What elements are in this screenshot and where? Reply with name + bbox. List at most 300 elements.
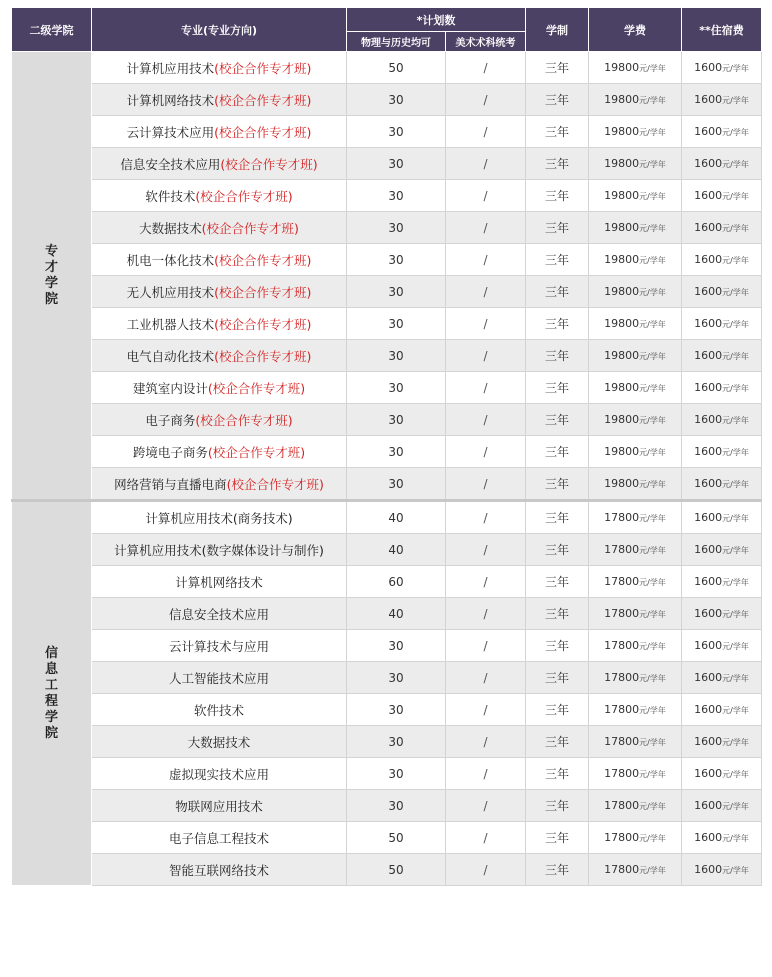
tuition-cell-unit: 元/学年 <box>639 706 666 715</box>
major-name: 大数据技术 <box>139 220 202 236</box>
major-cell <box>92 501 347 534</box>
dorm-fee-cell <box>682 630 762 662</box>
duration-cell: 三年 <box>526 662 589 694</box>
duration-cell: 三年 <box>526 436 589 468</box>
major-name: 电子商务 <box>145 412 196 428</box>
plan-count-cell: 50 <box>347 854 446 886</box>
dorm-fee-cell <box>682 84 762 116</box>
art-plan-cell: / <box>446 822 526 854</box>
major-name: 计算机应用技术 <box>126 60 215 76</box>
dorm-fee-cell-unit: 元/学年 <box>722 866 749 875</box>
major-tag: (校企合作专才班) <box>201 220 299 236</box>
duration-cell: 三年 <box>526 854 589 886</box>
major-cell <box>92 694 347 726</box>
college-name: 专才学院 <box>44 243 58 307</box>
tuition-cell <box>589 726 682 758</box>
major-name: 计算机应用技术(数字媒体设计与制作) <box>114 542 324 558</box>
dorm-fee-cell <box>682 276 762 308</box>
plan-count-cell: 40 <box>347 501 446 534</box>
major-cell <box>92 598 347 630</box>
tuition-cell-amount: 19800 <box>604 125 640 138</box>
table-row <box>12 758 762 790</box>
dorm-fee-cell-amount: 1600 <box>694 61 723 74</box>
dorm-fee-cell <box>682 566 762 598</box>
dorm-fee-cell-amount: 1600 <box>694 639 723 652</box>
art-plan-cell: / <box>446 116 526 148</box>
dorm-fee-cell-amount: 1600 <box>694 735 723 748</box>
tuition-cell-unit: 元/学年 <box>639 448 666 457</box>
art-plan-cell: / <box>446 148 526 180</box>
major-cell <box>92 566 347 598</box>
major-cell <box>92 148 347 180</box>
dorm-fee-cell-amount: 1600 <box>694 413 723 426</box>
dorm-fee-cell <box>682 212 762 244</box>
major-name: 物联网应用技术 <box>175 798 263 814</box>
dorm-fee-cell <box>682 598 762 630</box>
table-row <box>12 726 762 758</box>
major-name: 机电一体化技术 <box>126 252 215 268</box>
college-name-cell <box>12 52 92 501</box>
dorm-fee-cell-amount: 1600 <box>694 863 723 876</box>
major-name: 云计算技术与应用 <box>168 638 269 654</box>
major-tag: (校企合作专才班) <box>195 412 293 428</box>
plan-count-cell: 30 <box>347 436 446 468</box>
plan-count-cell: 30 <box>347 340 446 372</box>
table-row <box>12 501 762 534</box>
dorm-fee-cell-unit: 元/学年 <box>722 384 749 393</box>
plan-count-cell: 30 <box>347 244 446 276</box>
major-cell <box>92 822 347 854</box>
plan-count-cell: 60 <box>347 566 446 598</box>
duration-cell: 三年 <box>526 566 589 598</box>
plan-count-cell: 30 <box>347 212 446 244</box>
table-row <box>12 790 762 822</box>
art-plan-cell: / <box>446 468 526 501</box>
dorm-fee-cell-unit: 元/学年 <box>722 578 749 587</box>
major-name: 无人机应用技术 <box>126 284 215 300</box>
major-name: 电气自动化技术 <box>126 348 215 364</box>
dorm-fee-cell-unit: 元/学年 <box>722 674 749 683</box>
major-cell <box>92 116 347 148</box>
major-name: 信息安全技术应用 <box>120 156 221 172</box>
major-cell <box>92 662 347 694</box>
tuition-cell <box>589 790 682 822</box>
duration-cell: 三年 <box>526 276 589 308</box>
tuition-cell <box>589 180 682 212</box>
tuition-cell-unit: 元/学年 <box>639 288 666 297</box>
tuition-cell <box>589 372 682 404</box>
table-row <box>12 598 762 630</box>
dorm-fee-cell-unit: 元/学年 <box>722 834 749 843</box>
tuition-cell <box>589 501 682 534</box>
table-row <box>12 84 762 116</box>
dorm-fee-cell <box>682 694 762 726</box>
plan-count-cell: 30 <box>347 276 446 308</box>
major-name: 大数据技术 <box>187 734 251 750</box>
dorm-fee-cell-unit: 元/学年 <box>722 352 749 361</box>
major-name: 信息安全技术应用 <box>168 606 269 622</box>
major-cell <box>92 52 347 84</box>
tuition-cell-unit: 元/学年 <box>639 192 666 201</box>
dorm-fee-cell-unit: 元/学年 <box>722 480 749 489</box>
tuition-cell <box>589 244 682 276</box>
duration-cell: 三年 <box>526 468 589 501</box>
table-row <box>12 340 762 372</box>
tuition-cell-amount: 17800 <box>604 735 640 748</box>
dorm-fee-cell <box>682 436 762 468</box>
dorm-fee-cell-amount: 1600 <box>694 543 723 556</box>
major-name: 建筑室内设计 <box>132 380 208 396</box>
duration-cell: 三年 <box>526 694 589 726</box>
dorm-fee-cell <box>682 726 762 758</box>
major-tag: (校企合作专才班) <box>195 188 293 204</box>
dorm-fee-cell-amount: 1600 <box>694 93 723 106</box>
major-name: 跨境电子商务 <box>132 444 208 460</box>
art-plan-cell: / <box>446 566 526 598</box>
enrollment-table <box>11 7 762 886</box>
tuition-cell-amount: 17800 <box>604 543 640 556</box>
table-body <box>12 52 762 886</box>
dorm-fee-cell <box>682 116 762 148</box>
dorm-fee-cell-amount: 1600 <box>694 349 723 362</box>
art-plan-cell: / <box>446 180 526 212</box>
tuition-cell-unit: 元/学年 <box>639 416 666 425</box>
dorm-fee-cell-amount: 1600 <box>694 477 723 490</box>
dorm-fee-cell-unit: 元/学年 <box>722 160 749 169</box>
dorm-fee-cell <box>682 854 762 886</box>
duration-cell: 三年 <box>526 598 589 630</box>
art-plan-cell: / <box>446 212 526 244</box>
art-plan-cell: / <box>446 726 526 758</box>
major-name: 虚拟现实技术应用 <box>168 766 269 782</box>
tuition-cell <box>589 212 682 244</box>
art-plan-cell: / <box>446 758 526 790</box>
major-cell <box>92 308 347 340</box>
tuition-cell-amount: 19800 <box>604 253 640 266</box>
dorm-fee-cell-unit: 元/学年 <box>722 514 749 523</box>
art-plan-cell: / <box>446 340 526 372</box>
major-name: 计算机网络技术 <box>175 574 263 590</box>
tuition-cell-amount: 17800 <box>604 511 640 524</box>
tuition-cell-unit: 元/学年 <box>639 384 666 393</box>
art-plan-cell: / <box>446 662 526 694</box>
plan-count-cell: 30 <box>347 308 446 340</box>
tuition-cell-unit: 元/学年 <box>639 352 666 361</box>
major-cell <box>92 436 347 468</box>
plan-count-cell: 30 <box>347 694 446 726</box>
major-cell <box>92 212 347 244</box>
tuition-cell-amount: 19800 <box>604 285 640 298</box>
dorm-fee-cell <box>682 308 762 340</box>
plan-count-cell: 30 <box>347 758 446 790</box>
tuition-cell-unit: 元/学年 <box>639 128 666 137</box>
tuition-cell-amount: 19800 <box>604 221 640 234</box>
major-name: 软件技术 <box>193 702 244 718</box>
tuition-cell-unit: 元/学年 <box>639 578 666 587</box>
tuition-cell <box>589 534 682 566</box>
duration-cell: 三年 <box>526 148 589 180</box>
table-header <box>12 8 762 52</box>
table-row <box>12 52 762 84</box>
art-plan-cell: / <box>446 501 526 534</box>
dorm-fee-cell <box>682 822 762 854</box>
tuition-cell-amount: 19800 <box>604 445 640 458</box>
table-row <box>12 116 762 148</box>
dorm-fee-cell-amount: 1600 <box>694 767 723 780</box>
tuition-cell-amount: 17800 <box>604 703 640 716</box>
dorm-fee-cell-unit: 元/学年 <box>722 320 749 329</box>
tuition-cell <box>589 758 682 790</box>
duration-cell: 三年 <box>526 726 589 758</box>
tuition-cell-amount: 17800 <box>604 575 640 588</box>
dorm-fee-cell-amount: 1600 <box>694 445 723 458</box>
table-row <box>12 148 762 180</box>
major-cell <box>92 534 347 566</box>
dorm-fee-cell <box>682 501 762 534</box>
tuition-cell <box>589 276 682 308</box>
table-row <box>12 276 762 308</box>
major-tag: (校企合作专才班) <box>207 380 306 396</box>
dorm-fee-cell-amount: 1600 <box>694 607 723 620</box>
major-tag: (校企合作专才班) <box>226 476 324 492</box>
tuition-cell <box>589 148 682 180</box>
major-tag: (校企合作专才班) <box>214 92 312 108</box>
table-row <box>12 822 762 854</box>
tuition-cell-unit: 元/学年 <box>639 256 666 265</box>
art-plan-cell: / <box>446 52 526 84</box>
table-row <box>12 566 762 598</box>
table-row <box>12 212 762 244</box>
enrollment-table-container <box>11 7 761 886</box>
dorm-fee-cell-unit: 元/学年 <box>722 64 749 73</box>
dorm-fee-cell-amount: 1600 <box>694 285 723 298</box>
major-tag: (校企合作专才班) <box>214 60 312 76</box>
plan-count-cell: 40 <box>347 598 446 630</box>
dorm-fee-cell-unit: 元/学年 <box>722 738 749 747</box>
table-row <box>12 436 762 468</box>
art-plan-cell: / <box>446 854 526 886</box>
major-name: 云计算技术应用 <box>126 124 215 140</box>
table-row <box>12 404 762 436</box>
dorm-fee-cell-amount: 1600 <box>694 381 723 394</box>
tuition-cell-unit: 元/学年 <box>639 64 666 73</box>
tuition-cell-amount: 17800 <box>604 639 640 652</box>
major-tag: (校企合作专才班) <box>207 444 306 460</box>
tuition-cell <box>589 598 682 630</box>
major-tag: (校企合作专才班) <box>214 124 312 140</box>
dorm-fee-cell-amount: 1600 <box>694 157 723 170</box>
tuition-cell-amount: 19800 <box>604 189 640 202</box>
plan-count-cell: 30 <box>347 180 446 212</box>
dorm-fee-cell-amount: 1600 <box>694 189 723 202</box>
tuition-cell-unit: 元/学年 <box>639 320 666 329</box>
major-cell <box>92 276 347 308</box>
tuition-cell-amount: 17800 <box>604 671 640 684</box>
tuition-cell <box>589 52 682 84</box>
tuition-cell <box>589 854 682 886</box>
tuition-cell-unit: 元/学年 <box>639 738 666 747</box>
tuition-cell <box>589 662 682 694</box>
duration-cell: 三年 <box>526 116 589 148</box>
dorm-fee-cell-unit: 元/学年 <box>722 642 749 651</box>
duration-cell: 三年 <box>526 404 589 436</box>
dorm-fee-cell-amount: 1600 <box>694 253 723 266</box>
dorm-fee-cell-unit: 元/学年 <box>722 770 749 779</box>
dorm-fee-cell-amount: 1600 <box>694 703 723 716</box>
tuition-cell-unit: 元/学年 <box>639 224 666 233</box>
dorm-fee-cell-unit: 元/学年 <box>722 448 749 457</box>
tuition-cell <box>589 822 682 854</box>
header-college: 二级学院 <box>12 8 92 52</box>
dorm-fee-cell <box>682 534 762 566</box>
tuition-cell-amount: 19800 <box>604 317 640 330</box>
table-row <box>12 630 762 662</box>
major-name: 人工智能技术应用 <box>168 670 269 686</box>
art-plan-cell: / <box>446 694 526 726</box>
plan-count-cell: 30 <box>347 662 446 694</box>
duration-cell: 三年 <box>526 84 589 116</box>
art-plan-cell: / <box>446 308 526 340</box>
tuition-cell-unit: 元/学年 <box>639 610 666 619</box>
table-row <box>12 854 762 886</box>
header-plan-art: 美术术科统考 <box>446 32 526 52</box>
dorm-fee-cell-amount: 1600 <box>694 799 723 812</box>
plan-count-cell: 30 <box>347 630 446 662</box>
dorm-fee-cell <box>682 244 762 276</box>
major-name: 智能互联网络技术 <box>168 862 269 878</box>
duration-cell: 三年 <box>526 212 589 244</box>
tuition-cell-unit: 元/学年 <box>639 674 666 683</box>
major-cell <box>92 340 347 372</box>
tuition-cell-unit: 元/学年 <box>639 834 666 843</box>
dorm-fee-cell <box>682 790 762 822</box>
dorm-fee-cell-amount: 1600 <box>694 831 723 844</box>
dorm-fee-cell-unit: 元/学年 <box>722 706 749 715</box>
major-cell <box>92 630 347 662</box>
tuition-cell <box>589 468 682 501</box>
table-row <box>12 372 762 404</box>
dorm-fee-cell-unit: 元/学年 <box>722 96 749 105</box>
duration-cell: 三年 <box>526 180 589 212</box>
tuition-cell-amount: 17800 <box>604 607 640 620</box>
tuition-cell <box>589 340 682 372</box>
dorm-fee-cell <box>682 340 762 372</box>
tuition-cell-unit: 元/学年 <box>639 770 666 779</box>
art-plan-cell: / <box>446 276 526 308</box>
major-cell <box>92 244 347 276</box>
major-tag: (校企合作专才班) <box>214 348 312 364</box>
major-tag: (校企合作专才班) <box>220 156 318 172</box>
tuition-cell-amount: 17800 <box>604 863 640 876</box>
table-row <box>12 694 762 726</box>
major-name: 工业机器人技术 <box>126 316 215 332</box>
duration-cell: 三年 <box>526 501 589 534</box>
dorm-fee-cell <box>682 662 762 694</box>
art-plan-cell: / <box>446 436 526 468</box>
tuition-cell-unit: 元/学年 <box>639 160 666 169</box>
dorm-fee-cell-amount: 1600 <box>694 317 723 330</box>
header-duration: 学制 <box>526 8 589 52</box>
major-cell <box>92 790 347 822</box>
dorm-fee-cell-amount: 1600 <box>694 221 723 234</box>
tuition-cell-unit: 元/学年 <box>639 802 666 811</box>
art-plan-cell: / <box>446 244 526 276</box>
art-plan-cell: / <box>446 404 526 436</box>
dorm-fee-cell <box>682 758 762 790</box>
plan-count-cell: 30 <box>347 84 446 116</box>
major-cell <box>92 758 347 790</box>
dorm-fee-cell <box>682 404 762 436</box>
plan-count-cell: 30 <box>347 790 446 822</box>
art-plan-cell: / <box>446 534 526 566</box>
table-row <box>12 662 762 694</box>
dorm-fee-cell <box>682 148 762 180</box>
table-row <box>12 534 762 566</box>
major-tag: (校企合作专才班) <box>214 284 312 300</box>
plan-count-cell: 30 <box>347 148 446 180</box>
duration-cell: 三年 <box>526 630 589 662</box>
header-dorm: **住宿费 <box>682 8 762 52</box>
duration-cell: 三年 <box>526 372 589 404</box>
dorm-fee-cell-unit: 元/学年 <box>722 256 749 265</box>
tuition-cell-unit: 元/学年 <box>639 642 666 651</box>
tuition-cell-amount: 19800 <box>604 413 640 426</box>
tuition-cell-amount: 17800 <box>604 799 640 812</box>
header-major: 专业(专业方向) <box>92 8 347 52</box>
tuition-cell-unit: 元/学年 <box>639 546 666 555</box>
tuition-cell <box>589 308 682 340</box>
duration-cell: 三年 <box>526 758 589 790</box>
tuition-cell <box>589 566 682 598</box>
plan-count-cell: 30 <box>347 726 446 758</box>
tuition-cell-unit: 元/学年 <box>639 514 666 523</box>
plan-count-cell: 50 <box>347 822 446 854</box>
plan-count-cell: 30 <box>347 404 446 436</box>
tuition-cell-amount: 19800 <box>604 349 640 362</box>
dorm-fee-cell-unit: 元/学年 <box>722 192 749 201</box>
tuition-cell <box>589 116 682 148</box>
duration-cell: 三年 <box>526 244 589 276</box>
major-name: 计算机应用技术(商务技术) <box>145 510 293 526</box>
plan-count-cell: 30 <box>347 468 446 501</box>
tuition-cell-amount: 19800 <box>604 381 640 394</box>
dorm-fee-cell-amount: 1600 <box>694 511 723 524</box>
tuition-cell-unit: 元/学年 <box>639 96 666 105</box>
tuition-cell <box>589 436 682 468</box>
tuition-cell-unit: 元/学年 <box>639 480 666 489</box>
dorm-fee-cell-amount: 1600 <box>694 125 723 138</box>
college-name-cell <box>12 501 92 886</box>
duration-cell: 三年 <box>526 534 589 566</box>
dorm-fee-cell-amount: 1600 <box>694 575 723 588</box>
table-row <box>12 468 762 501</box>
art-plan-cell: / <box>446 598 526 630</box>
major-cell <box>92 854 347 886</box>
plan-count-cell: 30 <box>347 116 446 148</box>
major-name: 网络营销与直播电商 <box>114 476 227 492</box>
art-plan-cell: / <box>446 84 526 116</box>
art-plan-cell: / <box>446 790 526 822</box>
dorm-fee-cell-amount: 1600 <box>694 671 723 684</box>
tuition-cell-amount: 19800 <box>604 157 640 170</box>
major-cell <box>92 84 347 116</box>
dorm-fee-cell-unit: 元/学年 <box>722 546 749 555</box>
duration-cell: 三年 <box>526 52 589 84</box>
dorm-fee-cell-unit: 元/学年 <box>722 288 749 297</box>
plan-count-cell: 50 <box>347 52 446 84</box>
dorm-fee-cell-unit: 元/学年 <box>722 802 749 811</box>
major-name: 软件技术 <box>145 188 196 204</box>
